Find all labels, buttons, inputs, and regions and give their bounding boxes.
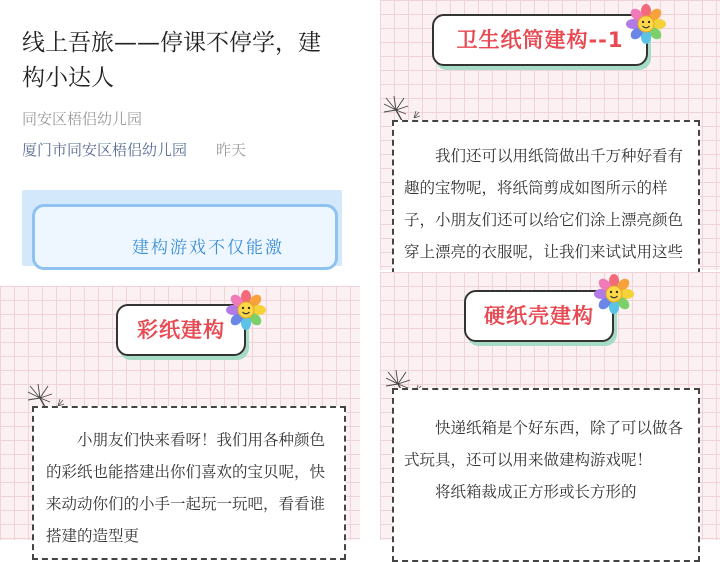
card-cardboard-construction bbox=[380, 272, 720, 540]
card-title: 卫生纸筒建构--1 bbox=[432, 14, 648, 66]
intro-banner bbox=[22, 190, 342, 266]
publish-time: 昨天 bbox=[216, 141, 247, 159]
article-header-panel bbox=[0, 0, 360, 270]
banner-text: 建构游戏不仅能激 bbox=[132, 238, 284, 258]
smiley-flower-icon bbox=[226, 290, 266, 330]
card-body-text: 小朋友们快来看呀！我们用各种颜色的彩纸也能搭建出你们喜欢的宝贝呢，快来动动你们的小手一起玩一玩吧，看看谁搭建的造型更 bbox=[46, 431, 326, 545]
card-title: 硬纸壳建构 bbox=[464, 290, 614, 342]
card-text-box bbox=[392, 388, 700, 562]
source-account-link[interactable]: 厦门市同安区梧侣幼儿园 bbox=[22, 141, 188, 159]
card-tube-construction bbox=[380, 0, 720, 270]
card-paragraph-1: 快递纸箱是个好东西，除了可以做各式玩具，还可以用来做建构游戏呢！ bbox=[404, 419, 684, 469]
smiley-flower-icon bbox=[626, 4, 666, 44]
smiley-flower-icon bbox=[594, 274, 634, 314]
author-org: 同安区梧侣幼儿园 bbox=[22, 110, 143, 128]
card-text-box bbox=[392, 120, 700, 294]
card-body-text bbox=[394, 412, 698, 508]
card-body-text: 我们还可以用纸筒做出千万种好看有趣的宝物呢，将纸筒剪成如图所示的样子，小朋友们还可以给它们涂上漂亮颜色穿上漂亮的衣服呢，让我们来试试用这些 bbox=[404, 147, 684, 261]
card-title: 彩纸建构 bbox=[116, 304, 246, 356]
card-paragraph-2: 将纸箱裁成正方形或长方形的 bbox=[435, 483, 637, 501]
card-paper-construction bbox=[0, 286, 360, 545]
article-title: 线上吾旅——停课不停学，建构小达人 bbox=[22, 30, 321, 91]
card-text-box bbox=[32, 406, 346, 560]
